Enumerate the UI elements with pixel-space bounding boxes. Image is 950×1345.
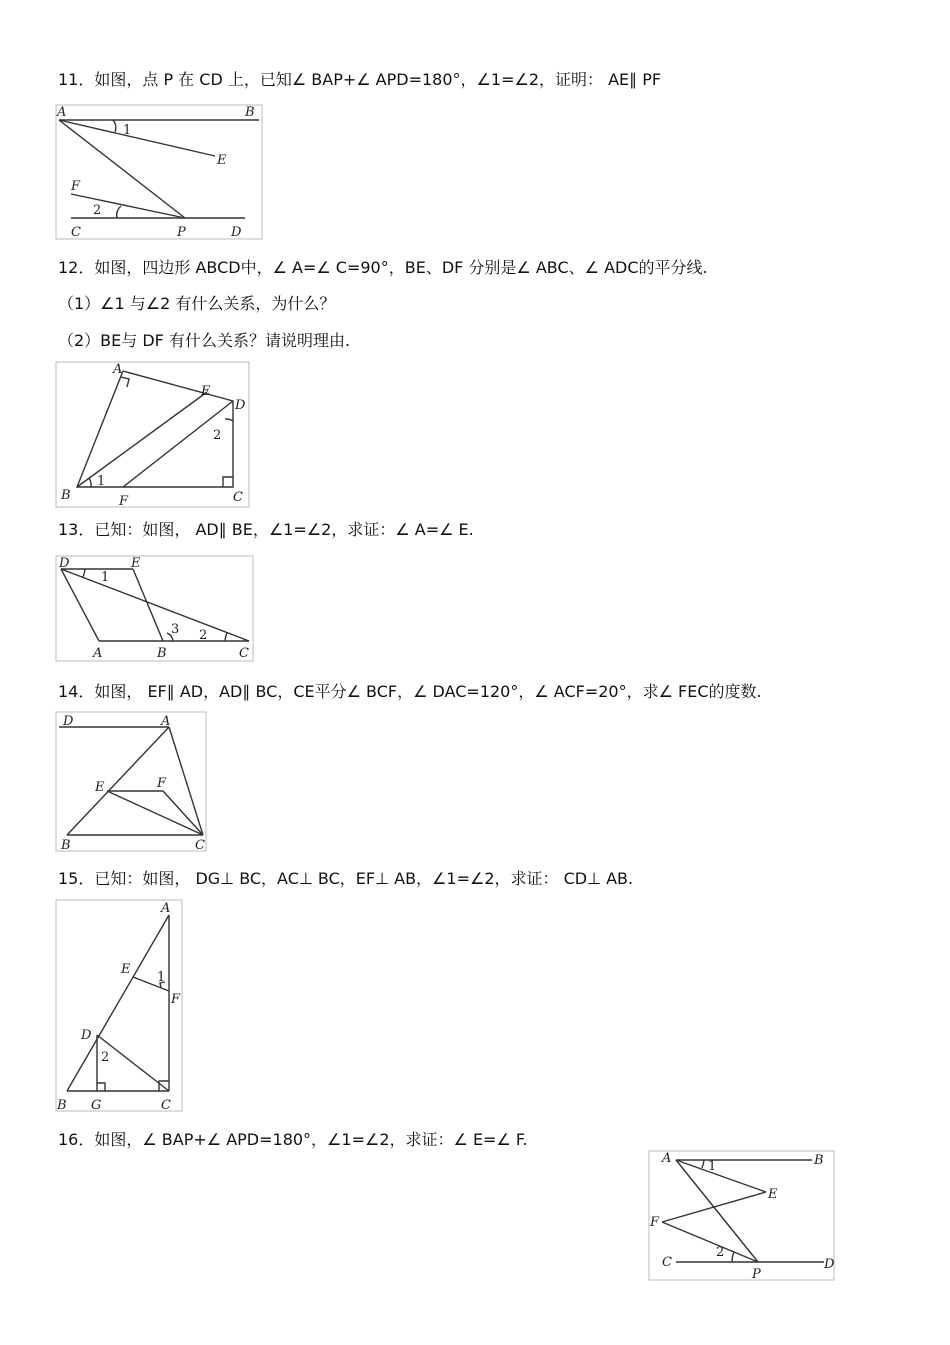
- label-a: A: [161, 901, 171, 916]
- label-e: E: [768, 1187, 778, 1202]
- figure-16: [648, 1150, 836, 1282]
- label-d: D: [824, 1257, 835, 1272]
- angle-1-label: 1: [708, 1159, 717, 1174]
- label-f: F: [71, 179, 81, 194]
- figure-15: [55, 899, 185, 1113]
- angle-3-label: 3: [171, 622, 180, 637]
- label-c: C: [233, 490, 243, 505]
- label-e: E: [201, 384, 211, 399]
- angle-2-label: 2: [716, 1245, 725, 1260]
- problem-15-text: 15．已知：如图， DG⊥ BC，AC⊥ BC，EF⊥ AB，∠1=∠2，求证： CD⊥ AB.: [58, 869, 634, 888]
- problem-14-text: 14．如图， EF∥ AD，AD∥ BC，CE平分∠ BCF，∠ DAC=120°，∠ ACF=20°，求∠ FEC的度数.: [58, 682, 762, 701]
- label-d: D: [231, 225, 242, 240]
- label-a: A: [57, 105, 67, 120]
- label-p: P: [752, 1267, 761, 1282]
- figure-11: [55, 104, 265, 240]
- figure-13: [55, 555, 255, 663]
- label-b: B: [57, 1098, 67, 1113]
- angle-1-label: 1: [157, 970, 166, 985]
- label-e: E: [217, 153, 227, 168]
- label-c: C: [195, 838, 205, 853]
- label-p: P: [177, 225, 186, 240]
- problem-12-q1: （1）∠1 与∠2 有什么关系，为什么？: [58, 294, 336, 313]
- label-b: B: [61, 488, 71, 503]
- label-d: D: [81, 1028, 92, 1043]
- label-f: F: [119, 494, 129, 509]
- figure-12: [55, 361, 251, 509]
- label-b: B: [814, 1153, 824, 1168]
- label-c: C: [239, 646, 249, 661]
- label-b: B: [245, 105, 255, 120]
- label-f: F: [650, 1215, 660, 1230]
- label-d: D: [63, 714, 74, 729]
- label-f: F: [171, 992, 181, 1007]
- label-a: A: [93, 646, 103, 661]
- label-e: E: [131, 556, 141, 571]
- label-a: A: [662, 1151, 672, 1166]
- problem-13-text: 13．已知：如图， AD∥ BE，∠1=∠2，求证：∠ A=∠ E.: [58, 520, 474, 539]
- label-c: C: [662, 1255, 672, 1270]
- angle-2-label: 2: [93, 203, 102, 218]
- angle-1-label: 1: [123, 123, 132, 138]
- label-g: G: [91, 1098, 102, 1113]
- label-e: E: [121, 962, 131, 977]
- angle-2-label: 2: [199, 628, 208, 643]
- angle-2-label: 2: [213, 428, 222, 443]
- angle-1-label: 1: [101, 570, 110, 585]
- label-c: C: [161, 1098, 171, 1113]
- label-d: D: [59, 556, 70, 571]
- label-d: D: [235, 398, 246, 413]
- label-c: C: [71, 225, 81, 240]
- label-b: B: [157, 646, 167, 661]
- angle-2-label: 2: [101, 1050, 110, 1065]
- problem-12-q2: （2）BE与 DF 有什么关系？请说明理由.: [58, 331, 351, 350]
- label-a: A: [161, 714, 171, 729]
- label-f: F: [157, 776, 167, 791]
- problem-11-text: 11．如图，点 P 在 CD 上，已知∠ BAP+∠ APD=180°，∠1=∠2，证明： AE∥ PF: [58, 70, 662, 89]
- label-e: E: [95, 780, 105, 795]
- problem-16-text: 16．如图，∠ BAP+∠ APD=180°，∠1=∠2，求证：∠ E=∠ F.: [58, 1130, 528, 1149]
- label-a: A: [113, 362, 123, 377]
- angle-1-label: 1: [97, 474, 106, 489]
- figure-14: [55, 711, 209, 853]
- label-b: B: [61, 838, 71, 853]
- problem-12-text: 12．如图，四边形 ABCD中，∠ A=∠ C=90°，BE、DF 分别是∠ ABC、∠ ADC的平分线.: [58, 258, 708, 277]
